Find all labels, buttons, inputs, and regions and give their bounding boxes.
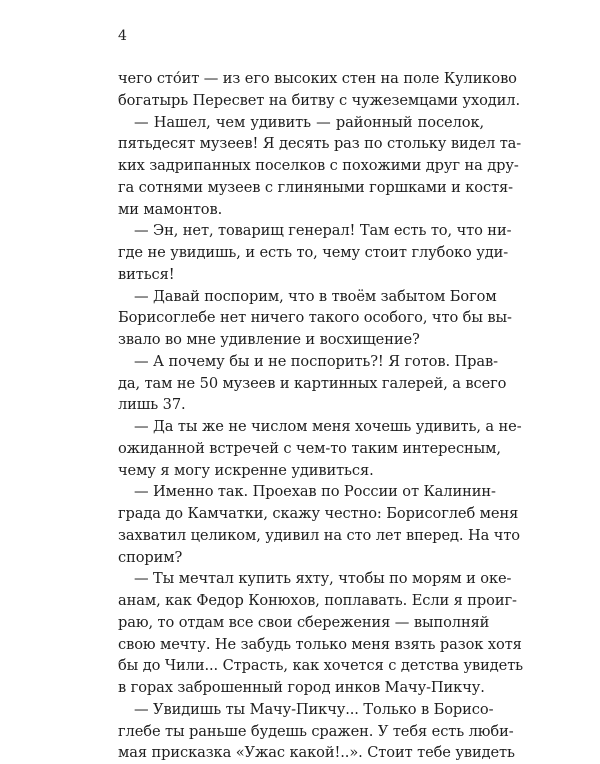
text-line: ких задрипанных поселков с похожими друг на дру- — [118, 157, 519, 174]
text-line: чего сто́ит — из его высоких стен на поле Куликово — [118, 70, 517, 87]
text-line: раю, то отдам все свои сбережения — выполняй — [118, 613, 490, 631]
text-line: мая присказка «Ужас какой!..». Стоит тебе увидеть — [118, 744, 515, 762]
text-line: виться! — [118, 265, 175, 283]
text-line: — А почему бы и не поспорить?! Я готов. Прав- — [134, 352, 498, 370]
text-line: свою мечту. Не забудь только меня взять разок хотя — [118, 635, 522, 653]
text-line: — Давай поспорим, что в твоём забытом Богом — [134, 287, 497, 305]
text-line: — Да ты же не числом меня хочешь удивить, а не- — [134, 418, 522, 435]
text-line: бы до Чили... Страсть, как хочется с детства увидеть — [118, 657, 524, 675]
text-line: анам, как Федор Конюхов, поплавать. Если я проиг- — [118, 592, 517, 609]
text-line: в горах заброшенный город инков Мачу-Пикчу. — [118, 679, 485, 696]
body-text — [118, 68, 524, 764]
text-line: богатырь Пересвет на битву с чужеземцами уходил. — [118, 91, 520, 109]
text-line: захватил целиком, удивил на сто лет вперед. На что — [118, 526, 520, 544]
text-line: где не увидишь, и есть то, чему стоит глубоко уди- — [118, 244, 509, 261]
text-line: глебе ты раньше будешь сражен. У тебя есть люби- — [118, 722, 514, 740]
text-line: града до Камчатки, скажу честно: Борисоглеб меня — [118, 505, 519, 522]
text-line: звало во мне удивление и восхищение? — [118, 331, 420, 348]
text-line: лишь 37. — [118, 396, 186, 414]
text-line: — Увидишь ты Мачу-Пикчу... Только в Борисо- — [134, 700, 494, 718]
text-line: Борисоглебе нет ничего такого особого, что бы вы- — [118, 309, 512, 327]
page-number: 4 — [118, 28, 127, 44]
text-line: пятьдесят музеев! Я десять раз по стольку видел та- — [118, 135, 522, 153]
text-line: — Эн, нет, товарищ генерал! Там есть то, что ни- — [134, 222, 512, 240]
text-line: га сотнями музеев с глиняными горшками и костя- — [118, 178, 513, 196]
text-line: да, там не 50 музеев и картинных галерей, а всего — [118, 374, 507, 392]
text-line: ожиданной встречей с чем-то таким интересным, — [118, 439, 501, 457]
text-line: чему я могу искренне удивиться. — [118, 461, 374, 479]
text-line: — Именно так. Проехав по России от Калинин- — [134, 483, 496, 501]
text-line: — Ты мечтал купить яхту, чтобы по морям и оке- — [134, 570, 512, 588]
text-line: ми мамонтов. — [118, 200, 223, 218]
text-line: — Нашел, чем удивить — районный поселок, — [134, 113, 484, 131]
text-line: спорим? — [118, 548, 183, 566]
